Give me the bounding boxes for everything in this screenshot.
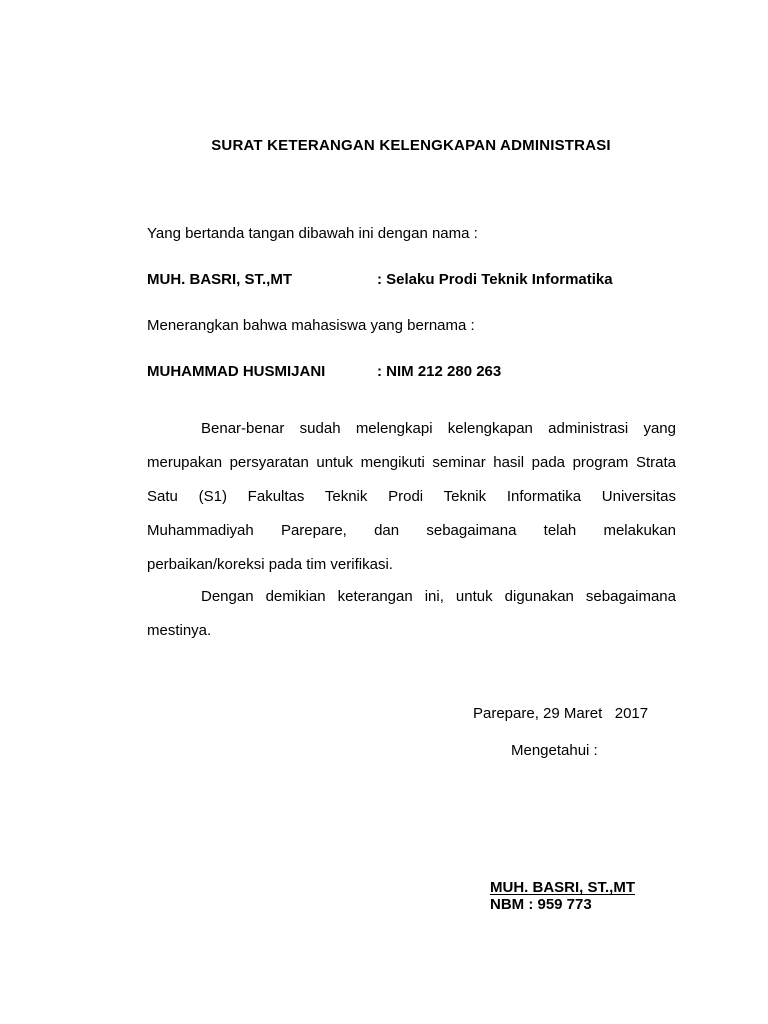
paragraph-2-line: Dengan demikian keterangan ini, untuk digunakan sebagaimana [201, 588, 676, 605]
signature-name: MUH. BASRI, ST.,MT [490, 879, 635, 896]
paragraph-2-line: mestinya. [147, 622, 212, 639]
signer-role: : Selaku Prodi Teknik Informatika [377, 271, 613, 288]
student-name: MUHAMMAD HUSMIJANI [147, 363, 326, 380]
paragraph-2 [147, 580, 676, 648]
signer-name: MUH. BASRI, ST.,MT [147, 271, 292, 288]
paragraph-1-line: Muhammadiyah Parepare, dan sebagaimana telah melakukan [147, 522, 676, 539]
student-nim: : NIM 212 280 263 [377, 363, 502, 380]
paragraph-1-line: perbaikan/koreksi pada tim verifikasi. [147, 556, 393, 573]
intro-text: Yang bertanda tangan dibawah ini dengan nama : [147, 225, 478, 242]
paragraph-1 [147, 412, 676, 582]
acknowledged-label: Mengetahui : [511, 742, 598, 759]
paragraph-1-line: Satu (S1) Fakultas Teknik Prodi Teknik Informatika Universitas [147, 488, 676, 505]
paragraph-1-line: Benar-benar sudah melengkapi kelengkapan administrasi yang [201, 420, 676, 437]
statement-text: Menerangkan bahwa mahasiswa yang bernama : [147, 317, 475, 334]
signature-nbm: NBM : 959 773 [490, 896, 592, 913]
document-title: SURAT KETERANGAN KELENGKAPAN ADMINISTRASI [211, 137, 611, 154]
paragraph-1-line: merupakan persyaratan untuk mengikuti seminar hasil pada program Strata [147, 454, 676, 471]
place-date: Parepare, 29 Maret 2017 [473, 705, 649, 722]
